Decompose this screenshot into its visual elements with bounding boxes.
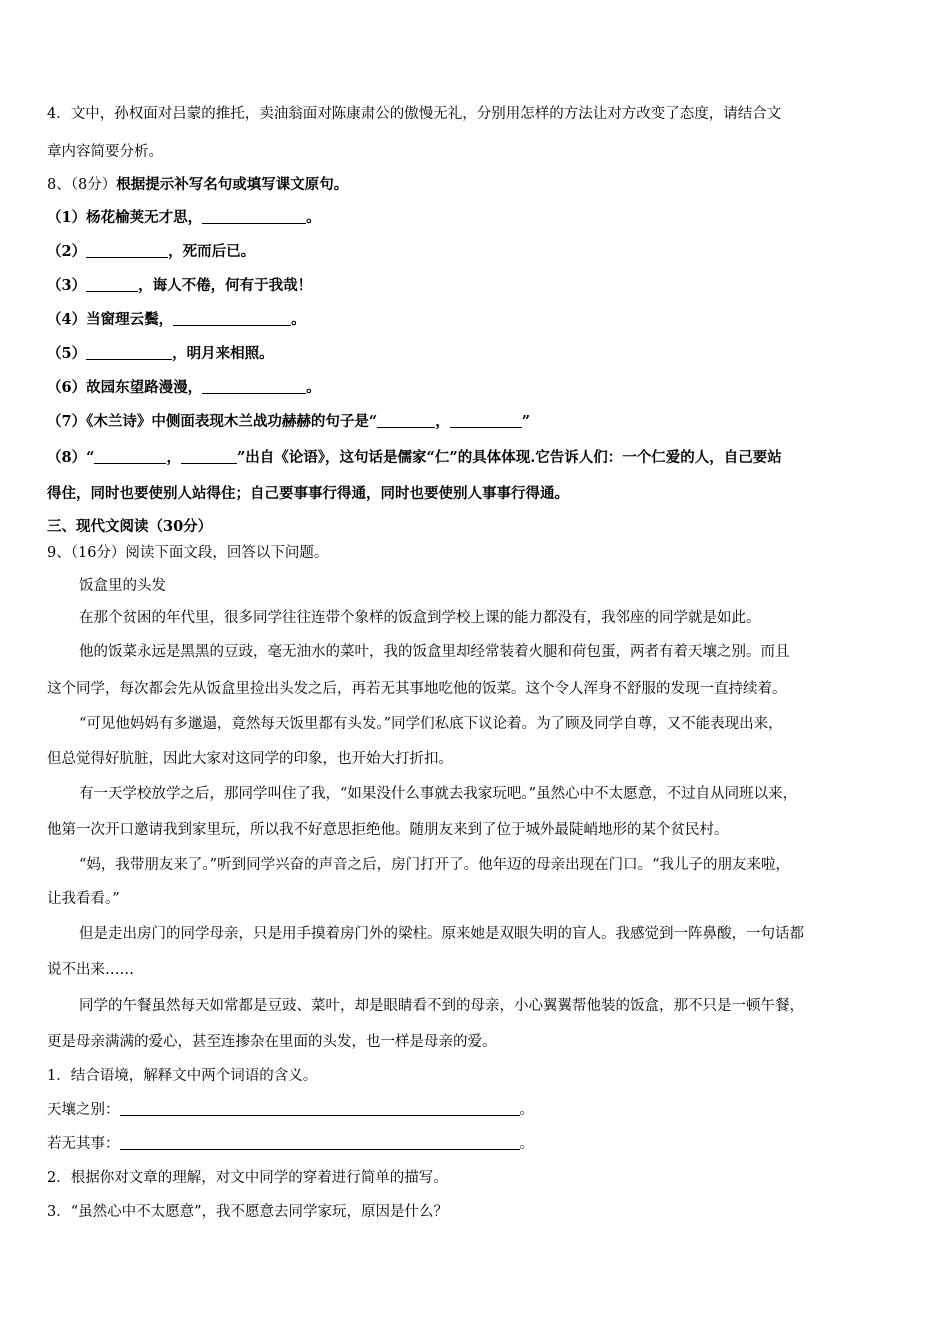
passage-line: 这个同学，每次都会先从饭盒里捡出头发之后，再若无其事地吃他的饭菜。这个令人浑身不舒服的发现一直持续着。 [47, 681, 787, 697]
passage-line: “可见他妈妈有多邋遢，竟然每天饭里都有头发。”同学们私底下议论着。为了顾及同学自尊，又不能表现出来， [79, 716, 783, 732]
passage-line: 在那个贫困的年代里，很多同学往往连带个象样的饭盒到学校上课的能力都没有，我邻座的同学就是如此。 [79, 610, 761, 626]
passage-line: 说不出来…… [47, 962, 134, 978]
q8-item-3: （3） ，诲人不倦，何有于我哉！ [47, 277, 313, 294]
term-2-label: 若无其事： [47, 1136, 120, 1152]
section-heading: 三、现代文阅读（30分） [47, 518, 213, 535]
q8-item-8: （8）“ ， ”出自《论语》，这句话是儒家“仁”的具体体现.它告诉人们：一个仁爱的人，自己要站 [47, 449, 782, 466]
q8-item-7: （7）《木兰诗》中侧面表现木兰战功赫赫的句子是“ ， ” [47, 413, 531, 430]
answer-blank[interactable] [181, 449, 237, 465]
passage-line: 同学的午餐虽然每天如常都是豆豉、菜叶，却是眼睛看不到的母亲，小心翼翼帮他装的饭盒，那不只是一顿午餐， [79, 998, 804, 1014]
q9-header: 9、（16分）阅读下面文段，回答以下问题。 [47, 545, 329, 561]
q8-title: 根据提示补写名句或填写课文原句。 [116, 176, 349, 193]
answer-blank[interactable] [377, 413, 435, 429]
passage-line: 但是走出房门的同学母亲，只是用手摸着房门外的梁柱。原来她是双眼失明的盲人。我感觉到一阵鼻酸，一句话都 [79, 926, 804, 942]
passage-title: 饭盒里的头发 [79, 578, 166, 594]
q9-sub3: 3．“虽然心中不太愿意”，我不愿意去同学家玩，原因是什么？ [47, 1204, 449, 1220]
passage-line: 有一天学校放学之后，那同学叫住了我，“如果没什么事就去我家玩吧。”虽然心中不太愿意，不过自从同班以来， [79, 786, 798, 802]
q8-item-6: （6）故园东望路漫漫， 。 [47, 379, 321, 396]
answer-blank[interactable] [120, 1135, 520, 1151]
answer-blank[interactable] [202, 209, 306, 225]
term-2-row: 若无其事： 。 [47, 1136, 534, 1152]
answer-blank[interactable] [173, 311, 291, 327]
passage-line: 更是母亲满满的爱心，甚至连掺杂在里面的头发，也一样是母亲的爱。 [47, 1034, 497, 1050]
q9-sub1: 1．结合语境，解释文中两个词语的含义。 [47, 1068, 318, 1084]
answer-blank[interactable] [450, 413, 522, 429]
answer-blank[interactable] [94, 449, 166, 465]
answer-blank[interactable] [86, 277, 138, 293]
q8-item-2: （2） ，死而后已。 [47, 243, 256, 260]
answer-blank[interactable] [86, 243, 168, 259]
q4-line2: 章内容简要分析。 [47, 144, 163, 160]
term-1-label: 天壤之别： [47, 1102, 120, 1118]
answer-blank[interactable] [86, 345, 172, 361]
passage-line: 他的饭菜永远是黑黑的豆豉，毫无油水的菜叶，我的饭盒里却经常装着火腿和荷包蛋，两者有着天壤之别。而且 [79, 644, 790, 660]
q8-item-1: （1）杨花榆荚无才思， 。 [47, 209, 321, 226]
q4-line1: 4．文中，孙权面对吕蒙的推托，卖油翁面对陈康肃公的傲慢无礼，分别用怎样的方法让对方改变了态度，请结合文 [47, 106, 782, 122]
q8-item-4: （4）当窗理云鬓， 。 [47, 311, 306, 328]
q8-item-8-line2: 得住，同时也要使别人站得住；自己要事事行得通，同时也要使别人事事行得通。 [47, 485, 569, 502]
q8-number: 8、（8分） [47, 177, 117, 193]
passage-line: 他第一次开口邀请我到家里玩，所以我不好意思拒绝他。随朋友来到了位于城外最陡峭地形的某个贫民村。 [47, 822, 729, 838]
term-1-row: 天壤之别： 。 [47, 1102, 534, 1118]
q9-sub2: 2．根据你对文章的理解，对文中同学的穿着进行简单的描写。 [47, 1170, 448, 1186]
answer-blank[interactable] [202, 379, 306, 395]
q8-header [47, 173, 348, 194]
passage-line: “妈，我带朋友来了。”听到同学兴奋的声音之后，房门打开了。他年迈的母亲出现在门口。“我儿子的朋友来啦， [79, 857, 790, 873]
passage-line: 但总觉得好肮脏，因此大家对这同学的印象，也开始大打折扣。 [47, 751, 453, 767]
answer-blank[interactable] [120, 1101, 520, 1117]
q8-item-5: （5） ，明月来相照。 [47, 345, 274, 362]
passage-line: 让我看看。” [47, 891, 120, 907]
